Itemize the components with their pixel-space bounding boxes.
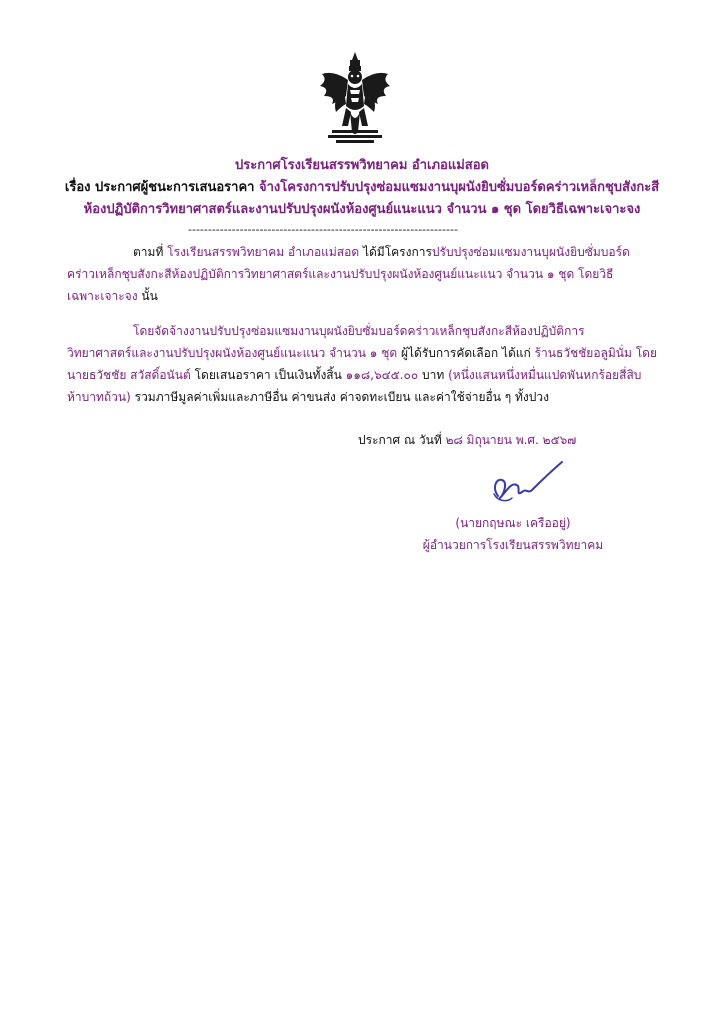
- garuda-emblem-icon: [314, 50, 396, 146]
- school-name: โรงเรียนสรรพวิทยาคม อำเภอแม่สอด: [167, 245, 360, 259]
- signatory-name: (นายกฤษณะ เครืออยู่): [455, 516, 571, 530]
- handwritten-signature: [478, 458, 566, 508]
- contractor-shop: ร้านธวัชชัยอลูมินั่ม โดย: [534, 346, 657, 360]
- paragraph-2-line-1: [67, 320, 651, 342]
- para2-selected-label: ผู้ได้รับการคัดเลือก ได้แก่: [397, 346, 535, 360]
- paragraph-1-line-2: คร่าวเหล็กชุบสังกะสีห้องปฏิบัติการวิทยาศาสตร์และงานปรับปรุงผนังห้องศูนย์แนะแนว จำนวน ๑ ชุด โดยวิธี: [67, 267, 614, 281]
- price-amount: ๑๑๘,๖๔๕.๐๐: [345, 368, 419, 382]
- subject-line-2: ห้องปฏิบัติการวิทยาศาสตร์และงานปรับปรุงผนังห้องศูนย์แนะแนว จำนวน ๑ ชุด โดยวิธีเฉพาะเจาะจง: [83, 202, 641, 217]
- paragraph-1-line-3: [67, 285, 651, 307]
- para2-text-1: โดยจัดจ้างงานปรับปรุงซ่อมแซมงานบุผนังยิบซั่มบอร์ดคร่าวเหล็กชุบสังกะสีห้องปฏิบัติการ: [133, 324, 585, 338]
- paragraph-1-line-1: [67, 241, 651, 263]
- subject-line-1: [40, 177, 684, 199]
- project-name-part-1: ปรับปรุงซ่อมแซมงานบุผนังยิบซั่มบอร์ด: [431, 245, 630, 259]
- paragraph-2-line-4: [67, 386, 651, 408]
- para1-connector: ได้มีโครงการ: [359, 245, 432, 259]
- date-line: [358, 431, 576, 450]
- announcement-title: [40, 155, 684, 177]
- date-label: ประกาศ ณ วันที่: [358, 433, 446, 447]
- tax-note: รวมภาษีมูลค่าเพิ่มและภาษีอื่น ค่าขนส่ง ค่าจดทะเบียน และค่าใช้จ่ายอื่น ๆ ทั้งปวง: [130, 390, 550, 404]
- para1-end: นั้น: [137, 289, 158, 303]
- currency-label: บาท: [418, 368, 449, 382]
- paragraph-2-line-3: [67, 364, 651, 386]
- para1-lead: ตามที่: [133, 245, 168, 259]
- subject-text-1: จ้างโครงการปรับปรุงซ่อมแซมงานบุผนังยิบซั่มบอร์ดคร่าวเหล็กชุบสังกะสี: [258, 180, 660, 195]
- para2-project-tail: วิทยาศาสตร์และงานปรับปรุงผนังห้องศูนย์แนะแนว จำนวน ๑ ชุด: [67, 346, 398, 360]
- price-in-words-1: (หนึ่งแสนหนึ่งหมื่นแปดพันหกร้อยสี่สิบ: [448, 368, 642, 382]
- method-text: เฉพาะเจาะจง: [67, 289, 138, 303]
- price-in-words-2: ห้าบาทถ้วน): [67, 390, 131, 404]
- paragraph-2-line-2: [67, 342, 657, 364]
- signatory-position: ผู้อำนวยการโรงเรียนสรรพวิทยาคม: [422, 538, 604, 552]
- title-line: ประกาศโรงเรียนสรรพวิทยาคม อำเภอแม่สอด: [235, 158, 489, 173]
- separator-line: --------------------------------------------------------------------: [188, 223, 458, 236]
- contractor-name: นายธวัชชัย สวัสดิ์อนันต์: [67, 368, 191, 382]
- subject-label: เรื่อง ประกาศผู้ชนะการเสนอราคา: [64, 180, 255, 195]
- price-label: โดยเสนอราคา เป็นเงินทั้งสิ้น: [190, 368, 346, 382]
- date-value: ๒๘ มิถุนายน พ.ศ. ๒๕๖๗: [445, 433, 577, 447]
